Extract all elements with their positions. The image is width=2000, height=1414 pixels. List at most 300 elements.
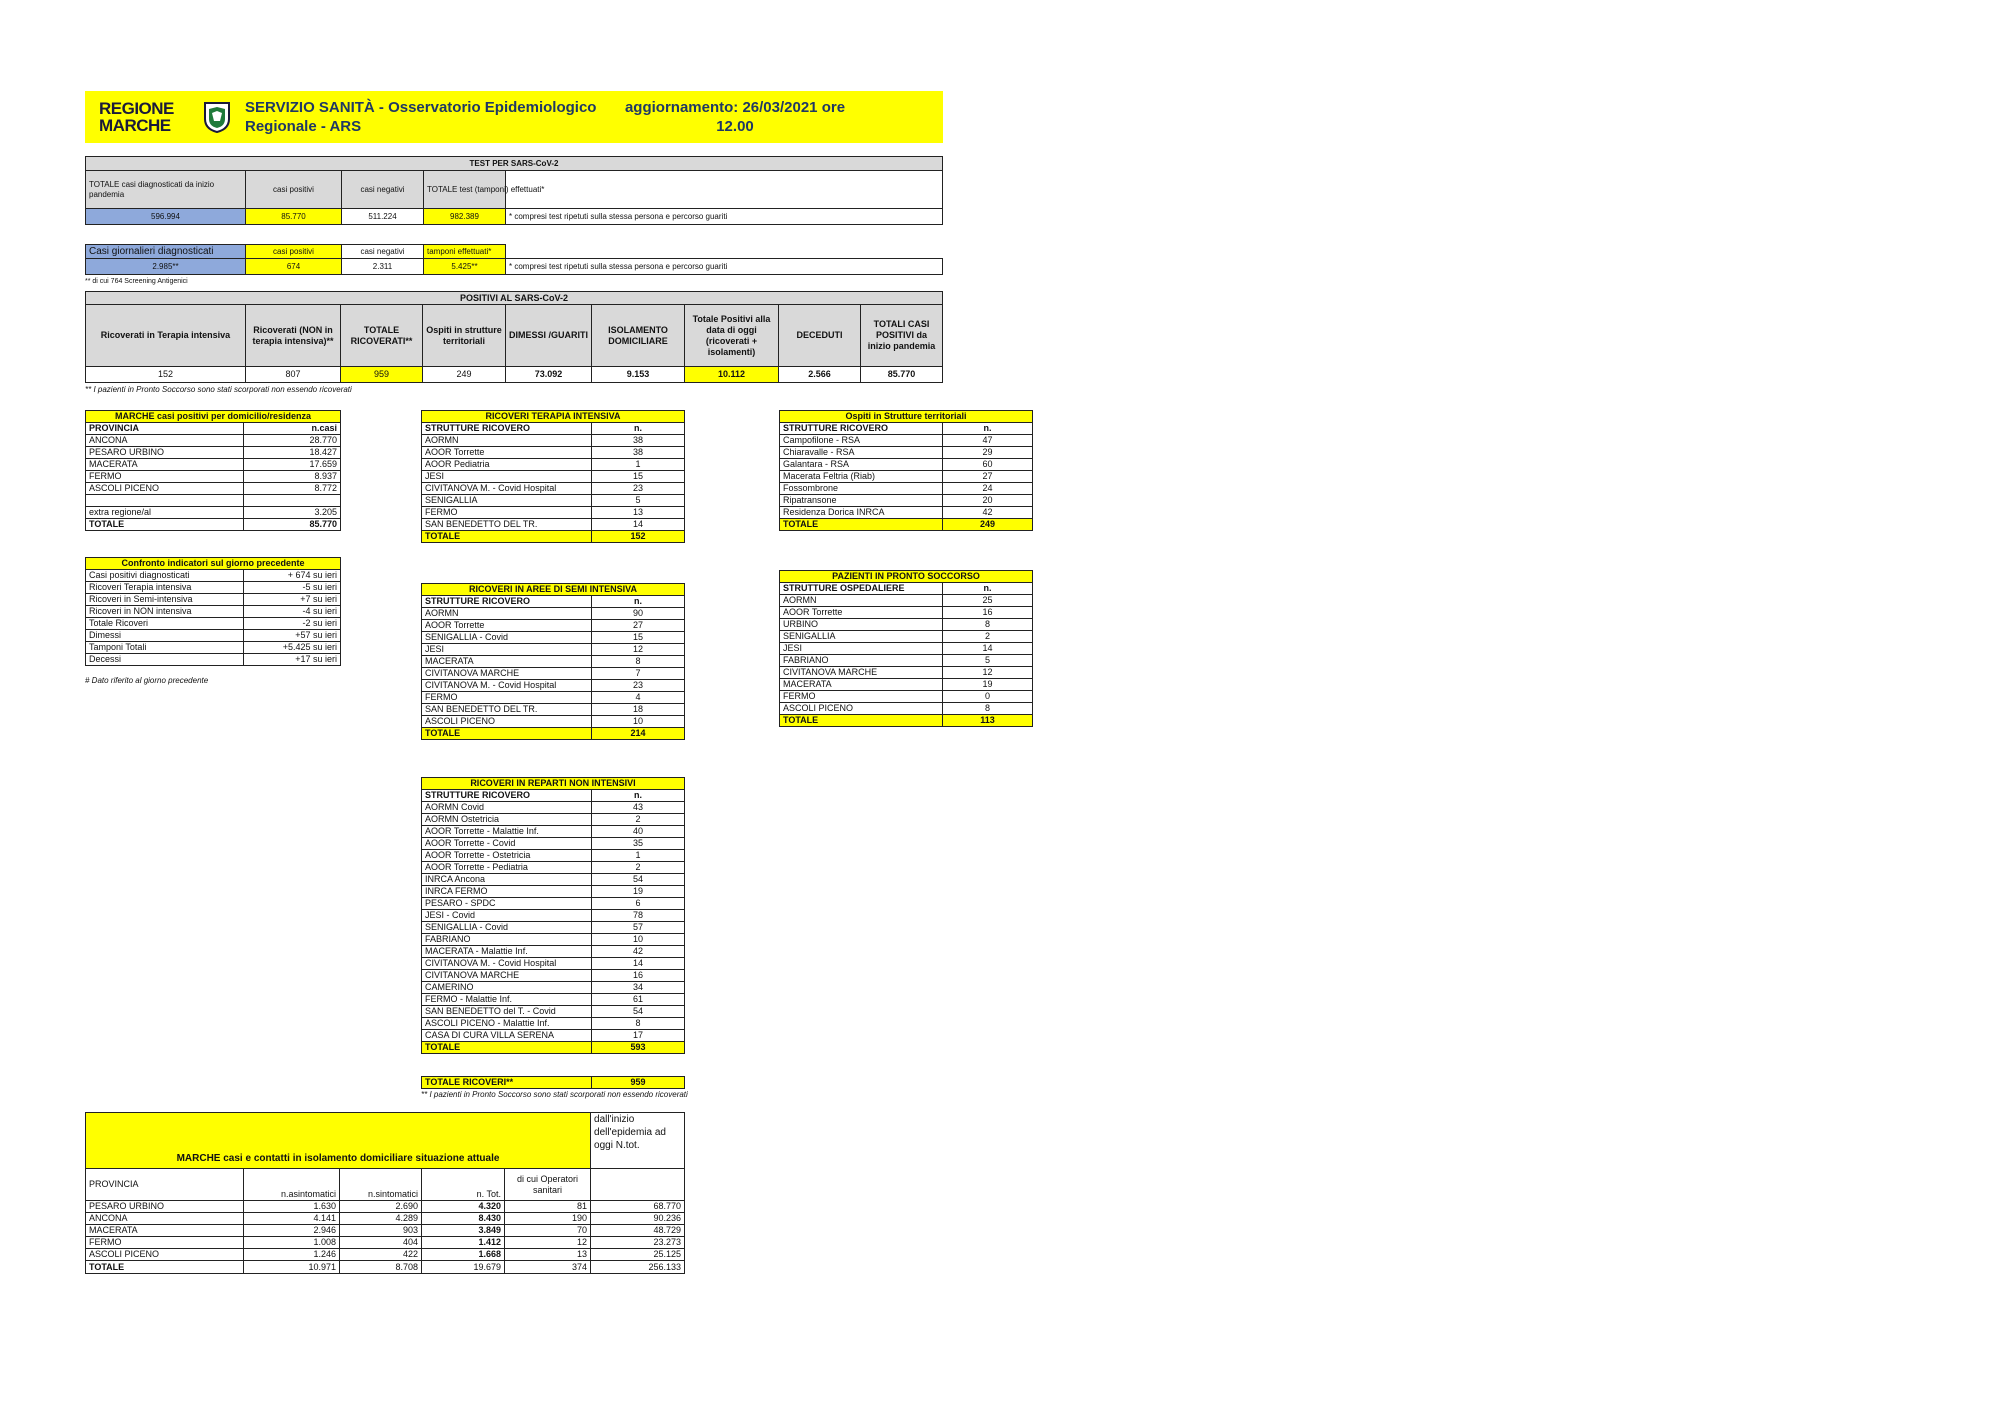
grand-total-table xyxy=(421,1076,685,1089)
nonint-row-value: 40 xyxy=(592,826,685,838)
province-h2: n.casi xyxy=(244,423,341,435)
isolamento-cell: 3.849 xyxy=(422,1225,505,1237)
daily-h-empty xyxy=(506,245,943,259)
isolamento-cell: FERMO xyxy=(86,1237,244,1249)
ti-row-label: AORMN xyxy=(422,435,592,447)
positivi-header: TOTALE RICOVERATI** xyxy=(341,305,423,367)
nonint-total-label: TOTALE xyxy=(422,1042,592,1054)
isolamento-cell: 23.273 xyxy=(591,1237,685,1249)
positivi-header: ISOLAMENTO DOMICILIARE xyxy=(592,305,685,367)
isolamento-row xyxy=(86,1225,685,1237)
header-update-date: aggiornamento: 26/03/2021 ore 12.00 xyxy=(624,99,846,135)
isolamento-row xyxy=(86,1201,685,1213)
positivi-value: 73.092 xyxy=(506,367,592,383)
territoriali-row-label: Chiaravalle - RSA xyxy=(780,447,943,459)
ps-row-value: 5 xyxy=(943,655,1033,667)
grand-total: 959 xyxy=(592,1077,685,1089)
province-row-value: 28.770 xyxy=(244,435,341,447)
ps-row-label: FABRIANO xyxy=(780,655,943,667)
nonint-row xyxy=(422,886,685,898)
ps-row xyxy=(780,679,1033,691)
province-table xyxy=(85,410,341,531)
nonint-row-label: AOOR Torrette - Pediatria xyxy=(422,862,592,874)
ti-row-label: JESI xyxy=(422,471,592,483)
ps-row xyxy=(780,631,1033,643)
nonint-row-label: INRCA FERMO xyxy=(422,886,592,898)
test-v-neg: 511.224 xyxy=(342,209,424,225)
ps-row xyxy=(780,667,1033,679)
semi-row-value: 7 xyxy=(592,668,685,680)
positivi-header: Ricoverati (NON in terapia intensiva)** xyxy=(246,305,341,367)
province-row xyxy=(86,459,341,471)
isolamento-h-empty xyxy=(591,1169,685,1201)
confronto-row xyxy=(86,618,341,630)
logo-line2: MARCHE xyxy=(99,116,171,135)
isolamento-cell: 25.125 xyxy=(591,1249,685,1261)
ti-row-value: 38 xyxy=(592,435,685,447)
daily-table xyxy=(85,244,943,275)
daily-v-tests: 5.425** xyxy=(424,259,506,275)
ps-row xyxy=(780,643,1033,655)
isolamento-cell: 190 xyxy=(505,1213,591,1225)
semi-row-value: 4 xyxy=(592,692,685,704)
province-total-label: TOTALE xyxy=(86,519,244,531)
province-row xyxy=(86,483,341,495)
ti-row xyxy=(422,495,685,507)
confronto-note: # Dato riferito al giorno precedente xyxy=(85,676,209,685)
test-v-pos: 85.770 xyxy=(246,209,342,225)
nonint-row-label: AOOR Torrette - Malattie Inf. xyxy=(422,826,592,838)
positivi-header: TOTALI CASI POSITIVI da inizio pandemia xyxy=(861,305,943,367)
ti-row-label: SAN BENEDETTO DEL TR. xyxy=(422,519,592,531)
test-note: * compresi test ripetuti sulla stessa persona e percorso guariti xyxy=(506,209,943,225)
confronto-row-value: +17 su ieri xyxy=(244,654,341,666)
nonint-row-value: 57 xyxy=(592,922,685,934)
ti-row-value: 15 xyxy=(592,471,685,483)
semi-row-value: 15 xyxy=(592,632,685,644)
territoriali-row xyxy=(780,447,1033,459)
nonint-row xyxy=(422,826,685,838)
positivi-note: ** I pazienti in Pronto Soccorso sono stati scorporati non essendo ricoverati xyxy=(85,385,352,394)
semi-row xyxy=(422,680,685,692)
ti-total-label: TOTALE xyxy=(422,531,592,543)
test-v-total: 596.994 xyxy=(86,209,246,225)
ti-row-label: SENIGALLIA xyxy=(422,495,592,507)
ps-row xyxy=(780,655,1033,667)
nonint-row xyxy=(422,946,685,958)
confronto-row-value: +5.425 su ieri xyxy=(244,642,341,654)
test-table xyxy=(85,156,943,225)
nonint-row-label: SENIGALLIA - Covid xyxy=(422,922,592,934)
confronto-row-label: Ricoveri in NON intensiva xyxy=(86,606,244,618)
isolamento-cell: ASCOLI PICENO xyxy=(86,1249,244,1261)
ti-row-value: 5 xyxy=(592,495,685,507)
semi-row-label: ASCOLI PICENO xyxy=(422,716,592,728)
semi-row-value: 23 xyxy=(592,680,685,692)
nonint-row-label: FABRIANO xyxy=(422,934,592,946)
semi-title: RICOVERI IN AREE DI SEMI INTENSIVA xyxy=(422,584,685,596)
province-row-label: PESARO URBINO xyxy=(86,447,244,459)
isolamento-cell: 2.690 xyxy=(340,1201,422,1213)
ps-h2: n. xyxy=(943,583,1033,595)
ps-row xyxy=(780,607,1033,619)
ps-row-value: 8 xyxy=(943,703,1033,715)
isolamento-cell: 2.946 xyxy=(244,1225,340,1237)
nonint-row xyxy=(422,994,685,1006)
isolamento-total-asint: 10.971 xyxy=(244,1261,340,1274)
nonint-title: RICOVERI IN REPARTI NON INTENSIVI xyxy=(422,778,685,790)
isolamento-cell: 8.430 xyxy=(422,1213,505,1225)
isolamento-title: MARCHE casi e contatti in isolamento domiciliare situazione attuale xyxy=(86,1113,591,1169)
semi-row-label: AOOR Torrette xyxy=(422,620,592,632)
isolamento-side-title: dall'inizio dell'epidemia ad oggi N.tot. xyxy=(591,1113,685,1169)
province-row-value: 3.205 xyxy=(244,507,341,519)
semi-row-label: MACERATA xyxy=(422,656,592,668)
province-row-label xyxy=(86,495,244,507)
daily-footnote: ** di cui 764 Screening Antigenici xyxy=(85,278,188,285)
nonint-row-value: 54 xyxy=(592,874,685,886)
confronto-row-label: Tamponi Totali xyxy=(86,642,244,654)
positivi-value: 959 xyxy=(341,367,423,383)
ps-row-value: 19 xyxy=(943,679,1033,691)
nonint-row-value: 1 xyxy=(592,850,685,862)
positivi-header: DIMESSI /GUARITI xyxy=(506,305,592,367)
semi-row xyxy=(422,632,685,644)
isolamento-h-asint: n.asintomatici xyxy=(244,1169,340,1201)
province-row-label: FERMO xyxy=(86,471,244,483)
nonint-row xyxy=(422,850,685,862)
semi-row-value: 12 xyxy=(592,644,685,656)
ti-row xyxy=(422,459,685,471)
test-h-pos: casi positivi xyxy=(246,171,342,209)
regione-marche-logo xyxy=(99,97,239,137)
ps-row-value: 25 xyxy=(943,595,1033,607)
province-row-label: ANCONA xyxy=(86,435,244,447)
semi-row-label: SENIGALLIA - Covid xyxy=(422,632,592,644)
nonint-row xyxy=(422,802,685,814)
ti-h1: STRUTTURE RICOVERO xyxy=(422,423,592,435)
territoriali-title: Ospiti in Strutture territoriali xyxy=(780,411,1033,423)
confronto-row-label: Dimessi xyxy=(86,630,244,642)
territoriali-row xyxy=(780,507,1033,519)
territoriali-row xyxy=(780,459,1033,471)
territoriali-row-value: 20 xyxy=(943,495,1033,507)
confronto-row-label: Totale Ricoveri xyxy=(86,618,244,630)
semi-row-value: 18 xyxy=(592,704,685,716)
confronto-title: Confronto indicatori sul giorno precedente xyxy=(86,558,341,570)
semi-h1: STRUTTURE RICOVERO xyxy=(422,596,592,608)
semi-row-label: SAN BENEDETTO DEL TR. xyxy=(422,704,592,716)
ti-row-label: AOOR Pediatria xyxy=(422,459,592,471)
nonint-row-label: MACERATA - Malattie Inf. xyxy=(422,946,592,958)
confronto-row-value: + 674 su ieri xyxy=(244,570,341,582)
nonint-row-value: 54 xyxy=(592,1006,685,1018)
ps-row-value: 8 xyxy=(943,619,1033,631)
ps-row-label: JESI xyxy=(780,643,943,655)
ti-row-value: 14 xyxy=(592,519,685,531)
province-row xyxy=(86,447,341,459)
territoriali-row-value: 47 xyxy=(943,435,1033,447)
isolamento-cell: 81 xyxy=(505,1201,591,1213)
territoriali-row-value: 29 xyxy=(943,447,1033,459)
ps-row-value: 12 xyxy=(943,667,1033,679)
shield-icon xyxy=(203,101,231,133)
confronto-row xyxy=(86,654,341,666)
ps-row-value: 14 xyxy=(943,643,1033,655)
nonint-row xyxy=(422,1030,685,1042)
nonint-row xyxy=(422,922,685,934)
nonint-row-label: SAN BENEDETTO del T. - Covid xyxy=(422,1006,592,1018)
semi-row-label: AORMN xyxy=(422,608,592,620)
nonint-row-label: AORMN Covid xyxy=(422,802,592,814)
province-row-value: 8.772 xyxy=(244,483,341,495)
confronto-table xyxy=(85,557,341,666)
isolamento-cell: 903 xyxy=(340,1225,422,1237)
ps-row-label: SENIGALLIA xyxy=(780,631,943,643)
nonint-row-value: 8 xyxy=(592,1018,685,1030)
ps-total-label: TOTALE xyxy=(780,715,943,727)
territoriali-row-label: Ripatransone xyxy=(780,495,943,507)
confronto-row-label: Ricoveri in Semi-intensiva xyxy=(86,594,244,606)
isolamento-cell: 1.008 xyxy=(244,1237,340,1249)
semi-row xyxy=(422,644,685,656)
territoriali-total: 249 xyxy=(943,519,1033,531)
daily-h-tests: tamponi effettuati* xyxy=(424,245,506,259)
isolamento-cell: 4.141 xyxy=(244,1213,340,1225)
nonint-table xyxy=(421,777,685,1054)
territoriali-h1: STRUTTURE RICOVERO xyxy=(780,423,943,435)
isolamento-cell: 68.770 xyxy=(591,1201,685,1213)
ti-row xyxy=(422,435,685,447)
ti-h2: n. xyxy=(592,423,685,435)
territoriali-row-label: Campofilone - RSA xyxy=(780,435,943,447)
nonint-row-value: 42 xyxy=(592,946,685,958)
semi-table xyxy=(421,583,685,740)
positivi-title: POSITIVI AL SARS-CoV-2 xyxy=(86,292,943,305)
ti-table xyxy=(421,410,685,543)
territoriali-row-value: 24 xyxy=(943,483,1033,495)
isolamento-cell: 404 xyxy=(340,1237,422,1249)
confronto-row-value: -2 su ieri xyxy=(244,618,341,630)
positivi-value: 10.112 xyxy=(685,367,779,383)
province-row-label: ASCOLI PICENO xyxy=(86,483,244,495)
province-row-value: 17.659 xyxy=(244,459,341,471)
nonint-row xyxy=(422,862,685,874)
nonint-row-label: JESI - Covid xyxy=(422,910,592,922)
nonint-row xyxy=(422,1018,685,1030)
daily-h-neg: casi negativi xyxy=(342,245,424,259)
nonint-row xyxy=(422,1006,685,1018)
semi-row-label: JESI xyxy=(422,644,592,656)
semi-row-label: CIVITANOVA M. - Covid Hospital xyxy=(422,680,592,692)
territoriali-row xyxy=(780,435,1033,447)
nonint-row-value: 16 xyxy=(592,970,685,982)
territoriali-row xyxy=(780,495,1033,507)
confronto-row-label: Casi positivi diagnosticati xyxy=(86,570,244,582)
confronto-row-value: +57 su ieri xyxy=(244,630,341,642)
isolamento-cell: ANCONA xyxy=(86,1213,244,1225)
ti-row-label: AOOR Torrette xyxy=(422,447,592,459)
confronto-row xyxy=(86,570,341,582)
isolamento-row xyxy=(86,1237,685,1249)
isolamento-row xyxy=(86,1213,685,1225)
test-v-tests: 982.389 xyxy=(424,209,506,225)
ps-row-label: FERMO xyxy=(780,691,943,703)
province-row xyxy=(86,507,341,519)
confronto-row xyxy=(86,582,341,594)
ti-row xyxy=(422,483,685,495)
nonint-note: ** I pazienti in Pronto Soccorso sono stati scorporati non essendo ricoverati xyxy=(421,1090,688,1099)
daily-h-label: Casi giornalieri diagnosticati xyxy=(86,245,246,259)
isolamento-cell: 1.668 xyxy=(422,1249,505,1261)
province-total: 85.770 xyxy=(244,519,341,531)
test-h-tests: TOTALE test (tamponi) effettuati* xyxy=(424,171,506,209)
isolamento-cell: MACERATA xyxy=(86,1225,244,1237)
nonint-row xyxy=(422,958,685,970)
province-row xyxy=(86,471,341,483)
test-h-total: TOTALE casi diagnosticati da inizio pandemia xyxy=(86,171,246,209)
nonint-h1: STRUTTURE RICOVERO xyxy=(422,790,592,802)
confronto-row-value: -5 su ieri xyxy=(244,582,341,594)
isolamento-cell: 4.289 xyxy=(340,1213,422,1225)
territoriali-row xyxy=(780,483,1033,495)
nonint-row xyxy=(422,910,685,922)
isolamento-total-oper: 374 xyxy=(505,1261,591,1274)
semi-row-value: 90 xyxy=(592,608,685,620)
ti-row-value: 1 xyxy=(592,459,685,471)
territoriali-row-value: 27 xyxy=(943,471,1033,483)
positivi-table xyxy=(85,291,943,383)
isolamento-cell: 1.630 xyxy=(244,1201,340,1213)
positivi-header: Totale Positivi alla data di oggi (ricoverati + isolamenti) xyxy=(685,305,779,367)
header-title: SERVIZIO SANITÀ - Osservatorio Epidemiologico Regionale - ARS xyxy=(245,99,597,135)
nonint-row-label: AOOR Torrette - Ostetricia xyxy=(422,850,592,862)
nonint-row-value: 2 xyxy=(592,862,685,874)
daily-v-total: 2.985** xyxy=(86,259,246,275)
isolamento-cell: 422 xyxy=(340,1249,422,1261)
province-row xyxy=(86,495,341,507)
isolamento-row xyxy=(86,1249,685,1261)
nonint-row xyxy=(422,838,685,850)
ps-table xyxy=(779,570,1033,727)
nonint-row xyxy=(422,874,685,886)
header-banner xyxy=(85,91,943,143)
semi-row xyxy=(422,620,685,632)
nonint-h2: n. xyxy=(592,790,685,802)
isolamento-total-sint: 8.708 xyxy=(340,1261,422,1274)
nonint-total: 593 xyxy=(592,1042,685,1054)
nonint-row-label: FERMO - Malattie Inf. xyxy=(422,994,592,1006)
isolamento-cell: 90.236 xyxy=(591,1213,685,1225)
nonint-row-label: ASCOLI PICENO - Malattie Inf. xyxy=(422,1018,592,1030)
nonint-row-label: CIVITANOVA M. - Covid Hospital xyxy=(422,958,592,970)
ps-row xyxy=(780,619,1033,631)
semi-row xyxy=(422,608,685,620)
province-title: MARCHE casi positivi per domicilio/residenza xyxy=(86,411,341,423)
semi-row-label: FERMO xyxy=(422,692,592,704)
nonint-row-value: 43 xyxy=(592,802,685,814)
nonint-row-label: AOOR Torrette - Covid xyxy=(422,838,592,850)
daily-h-pos: casi positivi xyxy=(246,245,342,259)
semi-row xyxy=(422,716,685,728)
confronto-row xyxy=(86,594,341,606)
ti-row-label: CIVITANOVA M. - Covid Hospital xyxy=(422,483,592,495)
ps-row xyxy=(780,703,1033,715)
territoriali-h2: n. xyxy=(943,423,1033,435)
ps-row-label: ASCOLI PICENO xyxy=(780,703,943,715)
isolamento-cell: PESARO URBINO xyxy=(86,1201,244,1213)
ps-h1: STRUTTURE OSPEDALIERE xyxy=(780,583,943,595)
nonint-row xyxy=(422,814,685,826)
logo-line1: REGIONE xyxy=(99,99,174,118)
positivi-value: 249 xyxy=(423,367,506,383)
confronto-row xyxy=(86,642,341,654)
positivi-value: 807 xyxy=(246,367,341,383)
nonint-row-value: 61 xyxy=(592,994,685,1006)
isolamento-cell: 1.412 xyxy=(422,1237,505,1249)
positivi-value: 9.153 xyxy=(592,367,685,383)
ps-total: 113 xyxy=(943,715,1033,727)
ps-title: PAZIENTI IN PRONTO SOCCORSO xyxy=(780,571,1033,583)
semi-h2: n. xyxy=(592,596,685,608)
nonint-row-value: 6 xyxy=(592,898,685,910)
ti-row-value: 38 xyxy=(592,447,685,459)
ti-row xyxy=(422,507,685,519)
isolamento-table xyxy=(85,1112,685,1274)
semi-row-value: 10 xyxy=(592,716,685,728)
positivi-header: Ricoverati in Terapia intensiva xyxy=(86,305,246,367)
ps-row xyxy=(780,595,1033,607)
daily-note: * compresi test ripetuti sulla stessa persona e percorso guariti xyxy=(506,259,943,275)
nonint-row-value: 14 xyxy=(592,958,685,970)
ps-row xyxy=(780,691,1033,703)
confronto-row-label: Ricoveri Terapia intensiva xyxy=(86,582,244,594)
ps-row-label: CIVITANOVA MARCHE xyxy=(780,667,943,679)
semi-row-value: 8 xyxy=(592,656,685,668)
territoriali-row xyxy=(780,471,1033,483)
ti-row xyxy=(422,447,685,459)
confronto-row xyxy=(86,630,341,642)
territoriali-row-label: Macerata Feltria (Riab) xyxy=(780,471,943,483)
isolamento-cell: 4.320 xyxy=(422,1201,505,1213)
territoriali-row-label: Galantara - RSA xyxy=(780,459,943,471)
test-title: TEST PER SARS-CoV-2 xyxy=(86,157,943,171)
isolamento-cell: 13 xyxy=(505,1249,591,1261)
positivi-value: 85.770 xyxy=(861,367,943,383)
ps-row-label: AOOR Torrette xyxy=(780,607,943,619)
ps-row-value: 16 xyxy=(943,607,1033,619)
positivi-header: DECEDUTI xyxy=(779,305,861,367)
nonint-row-value: 35 xyxy=(592,838,685,850)
province-row-value: 18.427 xyxy=(244,447,341,459)
nonint-row-value: 2 xyxy=(592,814,685,826)
nonint-row-label: AORMN Ostetricia xyxy=(422,814,592,826)
ps-row-value: 0 xyxy=(943,691,1033,703)
ti-row-label: FERMO xyxy=(422,507,592,519)
isolamento-h-tot: n. Tot. xyxy=(422,1169,505,1201)
ps-row-label: MACERATA xyxy=(780,679,943,691)
ti-row xyxy=(422,471,685,483)
test-h-neg: casi negativi xyxy=(342,171,424,209)
isolamento-total-label: TOTALE xyxy=(86,1261,244,1274)
semi-row xyxy=(422,668,685,680)
positivi-value: 152 xyxy=(86,367,246,383)
province-h1: PROVINCIA xyxy=(86,423,244,435)
province-row-value xyxy=(244,495,341,507)
nonint-row-label: PESARO - SPDC xyxy=(422,898,592,910)
isolamento-total-tot: 19.679 xyxy=(422,1261,505,1274)
territoriali-row-label: Residenza Dorica INRCA xyxy=(780,507,943,519)
